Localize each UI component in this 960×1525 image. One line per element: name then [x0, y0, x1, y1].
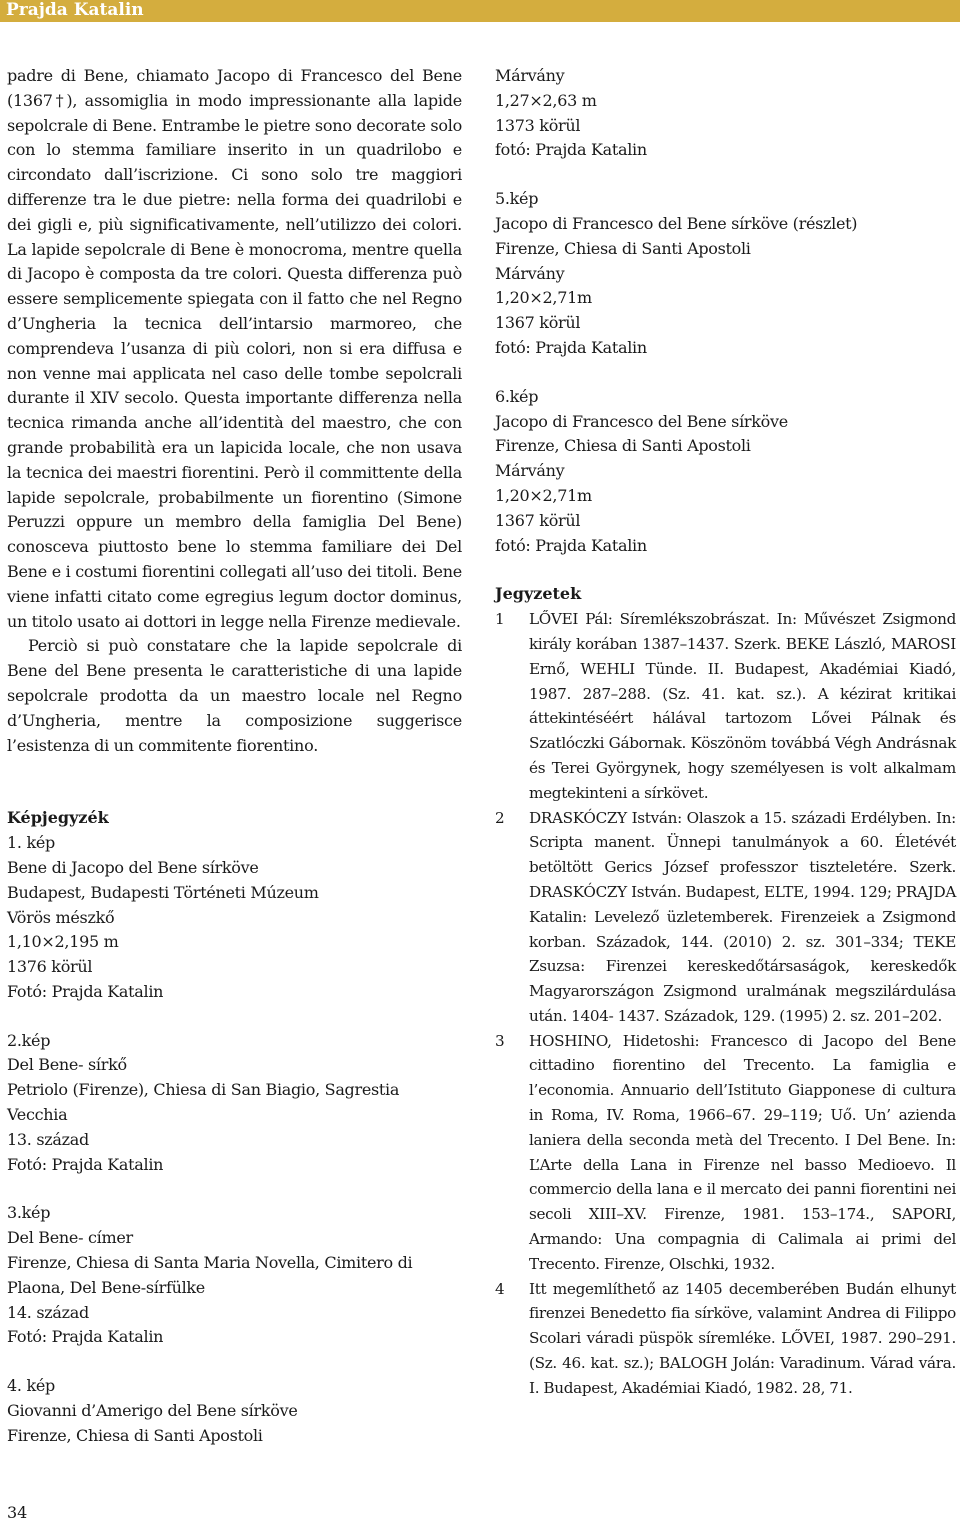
- caption-entry: [7, 831, 462, 1005]
- footnote-text: HOSHINO, Hidetoshi: Francesco di Jacopo del Bene cittadino fiorentino del Trecento. La famiglia e l’economia. Annuario dell’Istituto Giapponese di cultura in Roma, IV. Roma, 1966–67. 29–119; Uő. Un’ azienda laniera della seconda metà del Trecento. I Del Bene. In: L’Arte della Lana in Firenze nel basso Medioevo. Il commercio della lana e il mercato dei panni fiorentini nei secoli XIII–XV. Firenze, 1981. 153–174., SAPORI, Armando: Una compagnia di Calimala ai primi del Trecento. Firenze, Olschki, 1932.: [529, 1031, 956, 1273]
- spacer: [7, 782, 462, 806]
- caption-line: Del Bene- sírkő: [7, 1055, 127, 1075]
- caption-line: 1,10×2,195 m: [7, 932, 119, 952]
- caption-line: Márvány: [495, 263, 565, 283]
- caption-line: Vörös mészkő: [7, 907, 115, 927]
- footnotes-list: [495, 607, 956, 1401]
- footnote-number: 1: [495, 610, 505, 629]
- caption-label: 1. kép: [7, 833, 55, 853]
- caption-entry: [7, 1201, 462, 1350]
- caption-line: Firenze, Chiesa di Santi Apostoli: [7, 1425, 263, 1445]
- caption-entry: [495, 64, 956, 163]
- caption-entry: [7, 1029, 462, 1178]
- page-number: 34: [7, 1503, 28, 1522]
- caption-label: 6.kép: [495, 386, 539, 406]
- caption-line: 1376 körül: [7, 957, 93, 977]
- footnote: [495, 806, 956, 1029]
- spacer: [7, 758, 462, 782]
- spacer: [495, 361, 956, 385]
- body-paragraph-1: padre di Bene, chiamato Jacopo di Francesco del Bene (1367†), assomiglia in modo impressionante alla lapide sepolcrale di Bene. Entrambe le pietre sono decorate solo con lo stemma familiare inserito in un quadrilobo e circondato dall’iscrizione. Ci sono solo tre maggiori differenze tra le due pietre: nella forma dei quadrilobi e dei gigli e, più significativamente, nell’utilizzo dei colori. La lapide sepolcrale di Bene è monocroma, mentre quella di Jacopo è composta da tre colori. Questa differenza può essere semplicemente spiegata con il fatto che nel Regno d’Ungheria la tecnica dell’intarsio marmoreo, che comprendeva l’usanza di più colori, non si era diffusa e non venne mai applicata nel caso delle tombe sepolcrali durante il XIV secolo. Questa importante differenza nella tecnica rimanda anche all’identità del maestro, che con grande probabilità era un lapicida locale, che non usava la tecnica dei maestri fiorentini. Però il committente della lapide sepolcrale, probabilmente un fiorentino (Simone Peruzzi oppure un membro della famiglia Del Bene) conosceva piuttosto bene lo stemma familiare dei Del Bene e i costumi fiorentini collegati all’uso dei titoli. Bene viene infatti citato come egregius legum doctor dominus, un titolo usato ai dottori in legge nella Firenze medievale.: [7, 66, 462, 631]
- caption-line: 1,20×2,71m: [495, 288, 592, 308]
- caption-entry: [7, 1374, 462, 1448]
- caption-line: Márvány: [495, 461, 565, 481]
- caption-line: Fotó: Prajda Katalin: [7, 1154, 164, 1174]
- footnote: [495, 1277, 956, 1401]
- caption-line: Jacopo di Francesco del Bene sírköve: [495, 411, 788, 431]
- caption-line: 1373 körül: [495, 115, 581, 135]
- footnote-number: 2: [495, 808, 505, 827]
- caption-line: 1367 körül: [495, 510, 581, 530]
- caption-label: 5.kép: [495, 189, 539, 209]
- footnote-number: 4: [495, 1279, 505, 1298]
- caption-line: fotó: Prajda Katalin: [495, 337, 647, 357]
- footnote-text: DRASKÓCZY István: Olaszok a 15. századi Erdélyben. In: Scripta manent. Ünnepi tanulmányok a 60. Életévét betöltött Gerics József professzor tiszteletére. Szerk. DRASKÓCZY István. Budapest, ELTE, 1994. 129; PRAJDA Katalin: Levelező üzletemberek. Firenzeiek a Zsigmond korban. Századok, 144. (2010) 2. sz. 301–334; TEKE Zsuzsa: Firenzei kereskedőtársaságok, kereskedők Magyarországon Zsigmond uralmának megszilárdulása után. 1404- 1437. Századok, 129. (1995) 2. sz. 201–202.: [529, 808, 956, 1025]
- footnote-number: 3: [495, 1031, 505, 1050]
- footnote-text: Itt megemlíthető az 1405 decemberében Budán elhunyt firenzei Benedetto fia sírköve, valamint Andrea di Filippo Scolari váradi püspök síremléke. LŐVEI, 1987. 290–291. (Sz. 46. kat. sz.); BALOGH Jolán: Varadinum. Várad vára. I. Budapest, Akadémiai Kiadó, 1982. 28, 71.: [529, 1279, 956, 1397]
- caption-label: 3.kép: [7, 1203, 51, 1223]
- caption-label: 2.kép: [7, 1030, 51, 1050]
- caption-line: 1,27×2,63 m: [495, 90, 597, 110]
- caption-line: Vecchia: [7, 1105, 68, 1125]
- caption-line: Fotó: Prajda Katalin: [7, 1327, 164, 1347]
- left-column: [7, 64, 462, 1449]
- caption-label: Márvány: [495, 66, 565, 85]
- kepjegyzek-list: [7, 831, 462, 1449]
- caption-line: 13. század: [7, 1129, 89, 1149]
- caption-line: Firenze, Chiesa di Santi Apostoli: [495, 436, 751, 456]
- caption-entry: [495, 385, 956, 559]
- kepjegyzek-list-continued: [495, 64, 956, 558]
- body-paragraph-2: Perciò si può constatare che la lapide sepolcrale di Bene del Bene presenta le caratteristiche di una lapide sepolcrale prodotta da un maestro locale nel Regno d’Ungheria, mentre la composizione suggerisce l’esistenza di un commitente fiorentino.: [7, 636, 462, 755]
- caption-line: Firenze, Chiesa di Santa Maria Novella, Cimitero di: [7, 1253, 413, 1273]
- caption-line: Giovanni d’Amerigo del Bene sírköve: [7, 1401, 298, 1421]
- running-header: [0, 0, 960, 22]
- spacer: [495, 163, 956, 187]
- spacer: [7, 1005, 462, 1029]
- spacer: [7, 1350, 462, 1374]
- caption-line: Del Bene- címer: [7, 1228, 133, 1248]
- jegyzetek-heading: Jegyzetek: [495, 584, 582, 604]
- footnote: [495, 1029, 956, 1277]
- caption-line: Firenze, Chiesa di Santi Apostoli: [495, 238, 751, 258]
- caption-label: 4. kép: [7, 1376, 55, 1396]
- header-title: Prajda Katalin: [6, 0, 144, 20]
- caption-line: 1367 körül: [495, 313, 581, 333]
- caption-line: 14. század: [7, 1302, 89, 1322]
- caption-line: Petriolo (Firenze), Chiesa di San Biagio, Sagrestia: [7, 1080, 400, 1100]
- caption-line: Plaona, Del Bene-sírfülke: [7, 1277, 205, 1297]
- footnote: [495, 607, 956, 805]
- caption-line: fotó: Prajda Katalin: [495, 535, 647, 555]
- caption-line: 1,20×2,71m: [495, 485, 592, 505]
- spacer: [7, 1177, 462, 1201]
- caption-line: fotó: Prajda Katalin: [495, 140, 647, 160]
- caption-line: Budapest, Budapesti Történeti Múzeum: [7, 882, 319, 902]
- kepjegyzek-heading: Képjegyzék: [7, 808, 109, 828]
- caption-entry: [495, 187, 956, 361]
- right-column: [495, 64, 956, 1401]
- spacer: [495, 558, 956, 582]
- caption-line: Fotó: Prajda Katalin: [7, 981, 164, 1001]
- caption-line: Bene di Jacopo del Bene sírköve: [7, 857, 259, 877]
- caption-line: Jacopo di Francesco del Bene sírköve (részlet): [495, 213, 858, 233]
- footnote-text: LŐVEI Pál: Síremlékszobrászat. In: Művészet Zsigmond király korában 1387–1437. Szerk. BEKE László, MAROSI Ernő, WEHLI Tünde. II. Budapest, Akadémiai Kiadó, 1987. 287–288. (Sz. 41. kat. sz.). A kézirat kritikai áttekintéséért hálával tartozom Lővei Pálnak és Szatlóczki Gábornak. Köszönöm továbbá Végh Andrásnak és Terei Györgynek, hogy személyesen is volt alkalmam megtekinteni a sírkövet.: [529, 610, 956, 802]
